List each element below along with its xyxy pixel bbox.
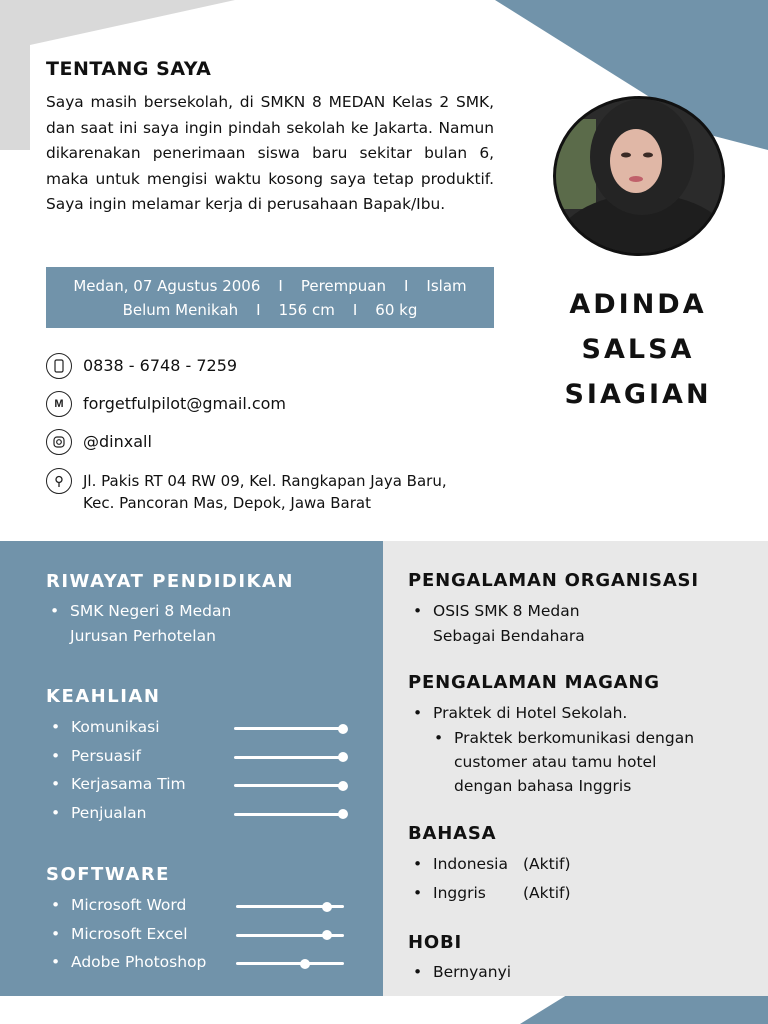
software-level-bar xyxy=(236,934,344,937)
birth-info: Medan, 07 Agustus 2006 xyxy=(73,276,261,295)
internship-item: • Praktek di Hotel Sekolah. xyxy=(433,701,627,726)
skills-label: • Penjualan xyxy=(71,801,146,826)
skills-level-bar xyxy=(234,756,344,759)
left-panel xyxy=(0,541,383,996)
skills-label: • Kerjasama Tim xyxy=(71,772,186,797)
language-name: Inggris xyxy=(433,884,486,902)
about-title: TENTANG SAYA xyxy=(46,58,212,80)
language-title: BAHASA xyxy=(408,823,497,844)
skills-title: KEAHLIAN xyxy=(46,686,161,707)
level-knob xyxy=(322,930,332,940)
organization-title: PENGALAMAN ORGANISASI xyxy=(408,570,699,591)
hobby-title: HOBI xyxy=(408,932,462,953)
organization-role: Sebagai Bendahara xyxy=(433,627,585,645)
separator: I xyxy=(256,300,261,319)
separator: I xyxy=(352,300,358,319)
internship-sub-2: customer atau tamu hotel xyxy=(454,753,657,771)
skills-level-bar xyxy=(234,784,344,787)
software-level-bar xyxy=(236,962,344,965)
contact-email xyxy=(46,391,286,417)
skills-label: • Komunikasi xyxy=(71,715,160,740)
name-line-1: ADINDA xyxy=(569,289,707,320)
education-major: Jurusan Perhotelan xyxy=(70,627,216,645)
gender-info: Perempuan xyxy=(300,276,386,295)
phone-icon xyxy=(46,353,72,379)
address-line-2: Kec. Pancoran Mas, Depok, Jawa Barat xyxy=(83,494,371,512)
hobby-item: • Bernyanyi xyxy=(433,960,511,985)
skills-label: • Persuasif xyxy=(71,744,141,769)
full-name xyxy=(520,282,756,417)
internship-sub-3: dengan bahasa Inggris xyxy=(454,777,632,795)
name-line-2: SALSA xyxy=(581,334,695,365)
software-label: • Microsoft Word xyxy=(71,893,186,918)
language-level: (Aktif) xyxy=(523,855,571,873)
instagram-icon xyxy=(46,429,72,455)
language-level: (Aktif) xyxy=(523,884,571,902)
level-knob xyxy=(338,809,348,819)
profile-photo xyxy=(553,96,725,256)
education-title: RIWAYAT PENDIDIKAN xyxy=(46,571,294,592)
contact-address xyxy=(46,468,447,514)
religion-info: Islam xyxy=(426,276,467,295)
address-line-1: Jl. Pakis RT 04 RW 09, Kel. Rangkapan Jaya Baru, xyxy=(83,472,447,490)
software-level-bar xyxy=(236,905,344,908)
marital-info: Belum Menikah xyxy=(122,300,239,319)
software-title: SOFTWARE xyxy=(46,864,170,885)
about-text: Saya masih bersekolah, di SMKN 8 MEDAN Kelas 2 SMK, dan saat ini saya ingin pindah sekolah ke Jakarta. Namun dikarenakan penerimaan siswa baru sekitar bulan 6, maka untuk mengisi waktu kosong saya tetap produktif. Saya ingin melamar kerja di perusahaan Bapak/Ibu. xyxy=(46,93,494,214)
level-knob xyxy=(338,752,348,762)
skills-level-bar xyxy=(234,813,344,816)
email-address: forgetfulpilot@gmail.com xyxy=(83,394,287,413)
software-label: • Adobe Photoshop xyxy=(71,950,206,975)
contact-instagram xyxy=(46,429,152,455)
instagram-handle: @dinxall xyxy=(83,432,152,451)
skills-level-bar xyxy=(234,727,344,730)
separator: I xyxy=(403,276,409,295)
personal-info-box xyxy=(46,267,494,328)
software-label: • Microsoft Excel xyxy=(71,922,188,947)
internship-title: PENGALAMAN MAGANG xyxy=(408,672,660,693)
internship-sub-1: • Praktek berkomunikasi dengan xyxy=(454,726,694,751)
level-knob xyxy=(338,724,348,734)
organization-item: • OSIS SMK 8 Medan xyxy=(433,599,580,624)
language-item-1 xyxy=(433,852,633,877)
name-line-3: SIAGIAN xyxy=(564,379,712,410)
contact-phone xyxy=(46,353,237,379)
education-school: • SMK Negeri 8 Medan xyxy=(70,599,231,624)
level-knob xyxy=(338,781,348,791)
level-knob xyxy=(322,902,332,912)
address-block xyxy=(83,468,447,514)
separator: I xyxy=(278,276,283,295)
weight-info: 60 kg xyxy=(375,300,418,319)
location-icon xyxy=(46,468,72,494)
language-item-2 xyxy=(433,881,633,906)
info-row-2 xyxy=(123,298,418,322)
level-knob xyxy=(300,959,310,969)
mail-icon: M xyxy=(46,391,72,417)
height-info: 156 cm xyxy=(278,300,335,319)
language-name: Indonesia xyxy=(433,855,508,873)
right-panel xyxy=(383,541,768,996)
info-row-1 xyxy=(73,274,466,298)
phone-number: 0838 - 6748 - 7259 xyxy=(83,356,238,375)
